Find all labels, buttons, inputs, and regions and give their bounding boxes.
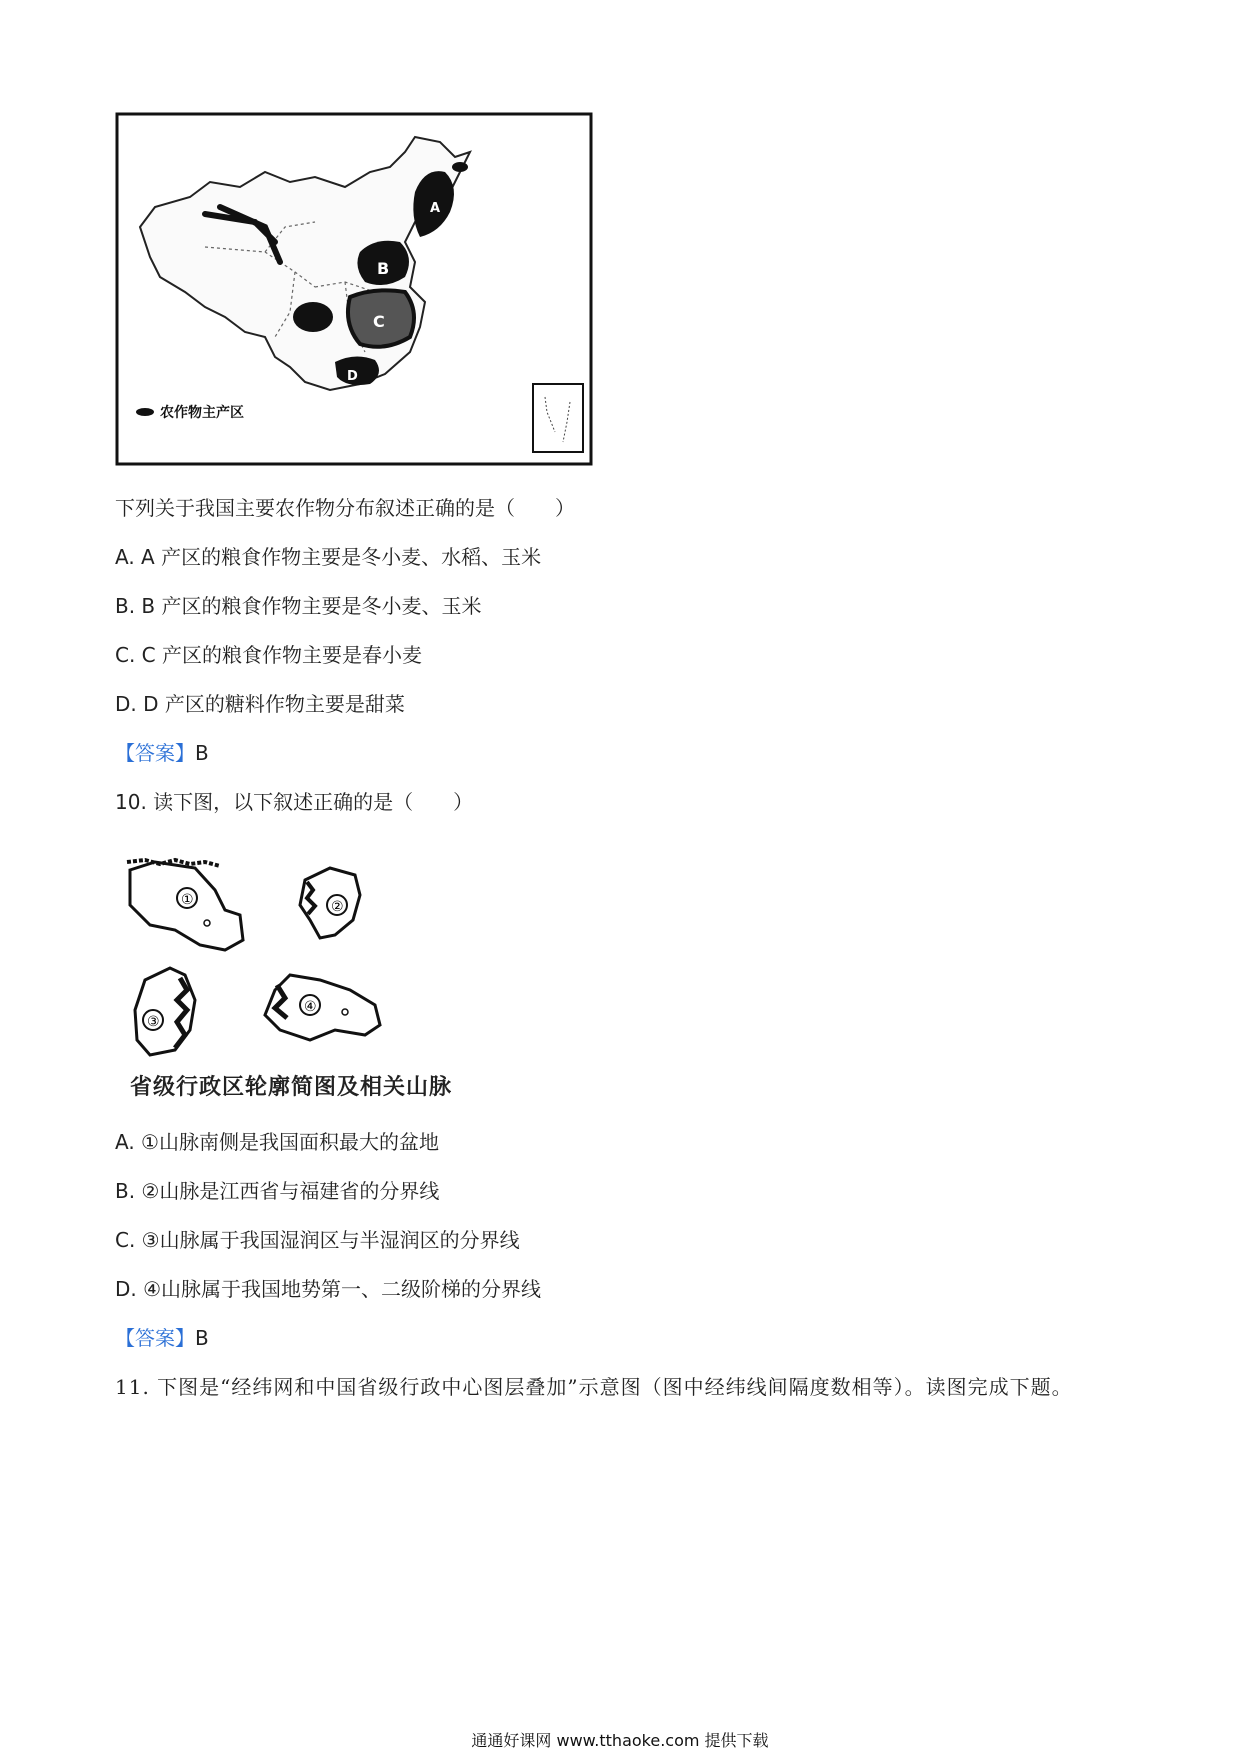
q10-answer-value: B [195, 1326, 209, 1350]
page-footer: 通通好课网 www.tthaoke.com 提供下载 [471, 1731, 769, 1750]
south-china-sea-inset [533, 384, 583, 452]
q11-stem: 11. 下图是“经纬网和中国省级行政中心图层叠加”示意图（图中经纬线间隔度数相等）。读图完成下题。 [115, 1375, 1073, 1399]
label-1: ① [181, 892, 194, 908]
northeast-marker [452, 162, 468, 172]
legend-swatch [136, 408, 154, 416]
region-c-label: C [373, 312, 385, 331]
label-4: ④ [304, 999, 317, 1015]
region-b-label: B [377, 259, 390, 278]
q9-option-c: C. C 产区的粮食作物主要是春小麦 [115, 643, 423, 667]
q9-answer-tag: 【答案】 [115, 741, 195, 765]
q9-option-d: D. D 产区的糖料作物主要是甜菜 [115, 692, 405, 716]
q10-option-c: C. ③山脉属于我国湿润区与半湿润区的分界线 [115, 1228, 520, 1252]
q9-option-a: A. A 产区的粮食作物主要是冬小麦、水稻、玉米 [115, 545, 542, 569]
crop-distribution-map [115, 112, 595, 468]
region-a-label: A [430, 201, 441, 216]
province-shape-4 [265, 975, 380, 1040]
region-d-label: D [347, 369, 358, 384]
q10-option-a: A. ①山脉南侧是我国面积最大的盆地 [115, 1130, 439, 1154]
q9-stem: 下列关于我国主要农作物分布叙述正确的是（ ） [115, 496, 575, 520]
crop-map-svg [115, 112, 595, 468]
q10-answer-tag: 【答案】 [115, 1326, 195, 1350]
q9-answer-value: B [195, 741, 209, 765]
label-3: ③ [147, 1014, 160, 1030]
q10-figure-caption: 省级行政区轮廓简图及相关山脉 [130, 1075, 453, 1100]
q10-stem: 10. 读下图，以下叙述正确的是（ ） [115, 790, 474, 814]
q9-option-b: B. B 产区的粮食作物主要是冬小麦、玉米 [115, 594, 482, 618]
q10-option-b: B. ②山脉是江西省与福建省的分界线 [115, 1179, 440, 1203]
q10-answer [115, 1324, 209, 1352]
capital-1 [204, 920, 210, 926]
legend-label: 农作物主产区 [160, 405, 244, 421]
q10-option-d: D. ④山脉属于我国地势第一、二级阶梯的分界线 [115, 1277, 542, 1301]
label-2: ② [331, 899, 344, 915]
capital-4 [342, 1009, 348, 1015]
q9-answer [115, 739, 209, 767]
sichuan-crop-area [293, 302, 333, 332]
